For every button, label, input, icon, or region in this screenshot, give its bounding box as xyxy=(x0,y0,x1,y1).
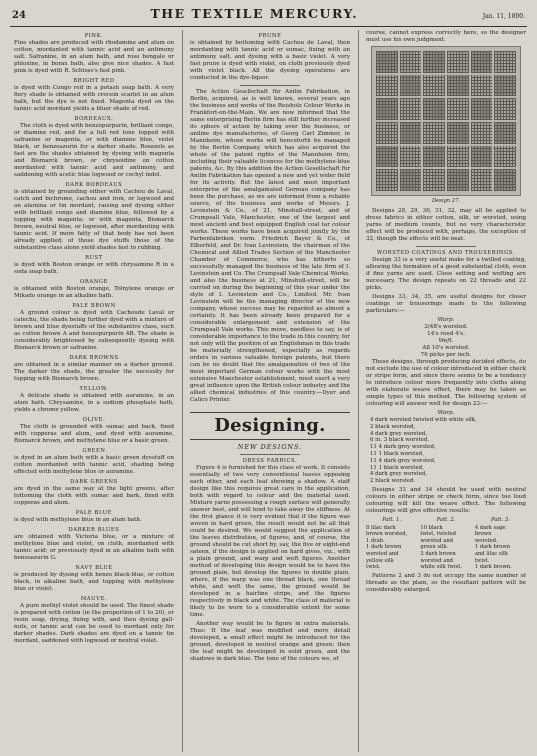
paragraph: is dyed in an alum bath with a basic green dyestuff on cotton mordanted with tannic acid, shading being effected with methylene blue or auramine. xyxy=(14,455,174,475)
paragraph: Designs 28, 29, 30, 31, 32, may all be applied to dress fabrics in either cotton, silk, or worsted, using yarns of medium counts, but no very characteristic effect will be produced with, perhaps, the exception of 32, though the effects will be neat. xyxy=(366,208,526,242)
list-item: 4 dark grey worsted, xyxy=(370,471,428,478)
section-heading: YELLOW. xyxy=(79,386,109,392)
table-cell: twist. xyxy=(366,564,381,571)
table-cell: 3 dark brown xyxy=(420,550,456,557)
pattern-cell xyxy=(447,98,469,120)
section-heading: ORANGE xyxy=(80,279,108,285)
table-cell: 1 dark brown. xyxy=(474,564,512,571)
pattern-cell xyxy=(400,75,422,97)
table-cell: worsted and xyxy=(420,537,453,544)
pattern-cell xyxy=(494,98,516,120)
pattern-cell xyxy=(494,51,516,73)
dye-section xyxy=(14,479,174,507)
issue-date: Jan. 11, 1890. xyxy=(482,13,525,20)
paragraph: is obtained with Boston orange, Tolnylene orange or Mikado orange in an alkaline bath. xyxy=(14,286,174,299)
section-heading: NAVY BLUE xyxy=(75,565,113,571)
paragraph: are obtained in a similar manner on a darker ground. The darker the shade, the greater the necessity for topping with Bismarck brown. xyxy=(14,362,174,382)
page-number: 24 xyxy=(12,10,26,21)
figure-caption: Design 27. xyxy=(431,198,461,204)
paragraph: is obtained by bottoming with Cachou de Laval, then mordanting with tannic acid or sumac, fixing with an antimony salt, and dyeing with a basic violet. A very fast prune is dyed with violet, on cloth previously dyed with violet black. All the dyeing operations are conducted in the dye-liquor. xyxy=(190,40,350,81)
table-cell: 1 dark brown xyxy=(474,544,511,551)
list-item: 11 4 dark grey worsted, xyxy=(370,457,436,464)
section-heading: WORSTED COATINGS AND TROUSERINGS. xyxy=(376,250,516,256)
table-cell: 8 lilac dark xyxy=(366,524,396,531)
paragraph: The cloth is grounded with sumac and back, fixed with copperas and alum, and dyed with auramine, Bismarck brown, and methylene blue or a basic green. xyxy=(14,424,174,444)
paragraph: course, cannot express correctly here, so the designer must use his own judgment. xyxy=(366,30,526,43)
column-divider xyxy=(182,30,183,752)
table-cell: 1 drab. xyxy=(366,537,385,544)
pattern-cell xyxy=(471,51,493,73)
paragraph: is dyed with Congo red in a potash soap bath. A very fiery shade is obtained with crocein scarlet in an alum bath, but the dye is not fixed. Magenta dyed on the tannic acid mordant yields a bluer shade of red. xyxy=(14,85,174,112)
pattern-cell xyxy=(471,122,493,144)
pattern-cell xyxy=(494,75,516,97)
pattern-cell xyxy=(376,98,398,120)
dye-section xyxy=(14,78,174,113)
paragraph: are dyed in the same way at the light greens, after tottoming the cloth with sumac and bark, fixed with copperas and alum. xyxy=(14,486,174,506)
pattern-cell xyxy=(423,75,445,97)
pattern-cell xyxy=(400,51,422,73)
dye-section xyxy=(14,33,174,75)
dye-section xyxy=(14,303,174,352)
list-item: 4 dark grey worsted, xyxy=(370,430,428,437)
dye-section xyxy=(14,596,174,645)
section-heading: DARK BORDEAUX xyxy=(65,182,123,188)
paragraph: is dyed with Boston orange or with chrysamine R in a soda soap bath. xyxy=(14,262,174,275)
pattern-cell xyxy=(423,146,445,168)
table-cell: 4 dark sage xyxy=(474,524,506,531)
paragraph: The cloth is dyed with benzopurpurin, brilliant congo, or diamine red, and for a full red tone topped with safranine or magenta, or with diamine blue, violet black, or benzoazurin for a darker shade. Rosazols as fast are the shades obtained by dyeing with magenta and Bismarck brown, or chrysoidine on cotton mordanted with tannic acid and antimony, and saddening with acetic blue logwood or cochyl indol. xyxy=(14,123,174,178)
section-heading: MAUVE. xyxy=(80,596,108,602)
table-cell: green silk. xyxy=(420,544,449,551)
paragraph: Designs 33 and 34 should be used with neutral colours in either stripe or check form, since too loud colouring will kill the weave effect. The following colourings will give effective results: xyxy=(366,486,526,514)
pattern-cell xyxy=(494,169,516,191)
pattern-cell xyxy=(471,146,493,168)
pattern-cell xyxy=(447,146,469,168)
table-cell: twist. xyxy=(474,557,490,564)
pattern-column xyxy=(366,517,417,571)
table-cell: worsted. xyxy=(474,537,498,544)
paragraph: A pure methyl violet should be used. The finest shade is prepared with cotton (in the proportion of 1 to 20), or resin soap, drying, fixing with, and then dyeing gall-nuts, or tannic acid can be used to mordant only for darker shades. Dark shades are dyed on a tannic tin mordant, saddened with logwood or neutral violet. xyxy=(14,603,174,644)
paragraph: Designs 33, 34, 35, are useful designs for closer coatings or trouserings made to the following particulars:— xyxy=(366,294,526,314)
section-heading: PALE BLUE xyxy=(75,510,113,516)
dye-section xyxy=(14,355,174,383)
news-paragraph: The Action Gesellschaft für Anilin Fabrikation, in Berlin, acquired, as is well known, several years ago the business and works of the Reisholz Colour Works in Frankfort-on-the-Main. We are now informed that the same enterprising Berlin firm has still further increased its sphere of action by taking over the business, or aniline dye manufactories, of Georg Carl Zimmer, in Mannheim, whose works will henceforth be managed by the Berlin Company, which has also acquired the whole of the patent rights of the Mannheim firm, including their valuable licences for the methylene-blue patents, &c. By this addition the Action Gesellschaft für Anilin Fabrikation has opened a new and yet wider field for its activity. But the latest and most important enterprise of the amalgamated German company has been the purchase, as we are informed from a reliable source, of the business and works of Messrs. J. Levinstein & Co., of 21, Minshull-street, and of Crumpsall Vale, Manchester, one of the largest and most ancient and best equipped English coal tar colour works. These works have been acquired jointly by the Farbenfabriken vorm. Friedrich Bayer & Co., of Elberfeld, and Dr. Ivan Levinstein, the chairman of the Chemical and Allied Trades Section of the Manchester Chamber of Commerce, who has hitherto so successfully managed the business of the late firm of I. Levinstein and Co. The Crumpsall Vale Chemical Works, and also the business at 21, Minshull-street, will be carried on during the beginning of this year under the style of I. Levinstein and Co., Limited. Mr. Ivan Levinstein will be the managing director of the new company, whose success may be regarded as almost a certainty. It has been already been prepared for a considerable enlargement and extension of the Crumpsall Vale works. This move, needless to say, is of considerable importance to the trade in this country, for not only will the position of an Englishman in this trade be materially strengthened, especially as regards orders in various valuable foreign patents, but there can be no doubt that the amalgamation of two of the most important German colour works with the most extensive Manchester establishment, must exert a very great influence upon the British colour industry and the allied chemical industries of this country.—Dyer and Calico Printer. xyxy=(190,89,350,403)
table-cell: 10 black xyxy=(420,524,443,531)
section-heading: RUST xyxy=(85,255,103,261)
divider xyxy=(416,246,476,247)
pattern-cell xyxy=(494,122,516,144)
dye-section xyxy=(14,386,174,414)
dye-section xyxy=(14,279,174,300)
pattern-cell xyxy=(423,122,445,144)
paragraph: are obtained with Victoria blue, or a mixture of methylene blue and violet, on cloth, mordanted with tannic acid; or previously dyed in an alkaline bath with benzoazurin G. xyxy=(14,534,174,561)
pattern-cell xyxy=(400,146,422,168)
section-heading: DARKER BLUES xyxy=(68,527,120,533)
section-heading: PALE BROWN xyxy=(72,303,116,309)
pattern-cell xyxy=(471,75,493,97)
dye-section xyxy=(14,565,174,593)
section-heading: PINK. xyxy=(84,33,104,39)
table-cell: yellow silk xyxy=(366,557,394,564)
pattern-cell xyxy=(400,169,422,191)
paragraph: Fine shades are produced with rhodamine and alum on cotton, mordanted with tannic acid and an antimony salt. Safranine, in an alum bath, and rose bengale or phloxine, in borax bath, also give nice shades. A fast pink is dyed with R. Schloss's fast pink. xyxy=(14,40,174,74)
table-cell: worsted and xyxy=(366,550,399,557)
table-cell: 1 dark brown xyxy=(366,544,402,551)
section-heading: DARK BROWNS xyxy=(69,355,119,361)
pattern-cell xyxy=(447,169,469,191)
dye-section xyxy=(14,116,174,179)
table-cell: twist, twisted xyxy=(420,531,456,538)
pattern-cell xyxy=(400,122,422,144)
pattern-cell xyxy=(471,98,493,120)
table-cell: white silk twist. xyxy=(420,564,463,571)
pattern-cell xyxy=(447,75,469,97)
column-1 xyxy=(14,30,174,752)
pattern-cell xyxy=(471,169,493,191)
dye-section xyxy=(14,510,174,524)
section-heading: GREEN xyxy=(82,448,106,454)
pattern-cell xyxy=(494,146,516,168)
paragraph: Design 33 is a very useful make for a twilled coating, allowing the formation of a good substantial cloth, even if fine yarns are used. Close setting and wefting are necessary. The design repeats on 22 threads and 22 picks. xyxy=(366,257,526,291)
table-cell: brown xyxy=(474,531,492,538)
pattern-table xyxy=(366,517,526,571)
yarn-specifications xyxy=(366,317,526,359)
section-title: Designing. xyxy=(190,412,350,440)
paragraph: Patterns 2 and 3 do not occupy the same number of threads as the plain, so the resultant pattern will be considerably enlarged. xyxy=(366,572,526,593)
spec-line: 14's reed 4's. xyxy=(427,331,465,337)
section-heading: OLIVE. xyxy=(82,417,106,423)
pattern-cell xyxy=(376,122,398,144)
spec-line: Weft. xyxy=(438,338,454,344)
table-cell: and lilac silk xyxy=(474,550,508,557)
list-item: 2 black worsted. xyxy=(370,478,416,485)
table-cell: worsted and xyxy=(420,557,453,564)
paragraph: is produced by dyeing with benzo black-blue, or cotton black, in alkaline bath, and topping with methylene blue or violet. xyxy=(14,572,174,592)
section-heading: BORDEAUX. xyxy=(74,116,114,122)
paragraph: is dyed with methylene blue in an alum bath. xyxy=(14,517,142,523)
paragraph: is obtained by grounding either with Cachou de Laval, catch and bichrome, cachou and iron, or logwood and an alumina or tin mordant, raising and dyeing either with brilliant congo and diamine blue, followed by a topping with magenta; or with magenta, Bismarck brown, neutral blue, or logwood, after mordanting with tannic acid. If more fatty of that body has not been already applied; of those dye stuffs those of the substantive class alone yield shades fast to rubbing. xyxy=(14,189,174,251)
pattern-cell xyxy=(376,169,398,191)
pattern-column xyxy=(420,517,471,571)
list-item: 11 1 black worsted, xyxy=(370,450,424,457)
design-figure xyxy=(371,46,521,196)
dye-section xyxy=(14,182,174,252)
paragraph: Another way would be to figure in extra materials. Thus: If the leaf was modified and more detail developed, a small effect might be introduced for the ground, developed in neutral orange and green; then the leaf might be developed in solid green, and the shadows in dark blue. The tone of the colours we, of xyxy=(190,621,350,662)
spec-line: 2/48's worsted. xyxy=(424,324,468,330)
spec-line: Warp. xyxy=(437,317,455,323)
dye-section xyxy=(14,448,174,476)
column-divider xyxy=(358,30,359,752)
dye-section xyxy=(14,417,174,445)
list-item: 2 black worsted, xyxy=(370,423,416,430)
paragraph: These designs, through producing decided effects, do not exclude the use of colour introduced in either check or stripe form, and since there seems to be a tendency to introduce colour more frequently into cloths along with elaborate weave effect, there may be taken as simple types of this method. The following system of colouring will answer well for design 23:— xyxy=(366,359,526,407)
section-heading: DARK GREENS xyxy=(70,479,118,485)
warp-label: Warp. xyxy=(437,410,455,416)
paragraph: A delicate shade is obtained with auramine, in an alum bath. Chrysamine, in a sodium phosphate bath, yields a chrome yellow. xyxy=(14,393,174,413)
masthead-title: THE TEXTILE MERCURY. xyxy=(150,6,359,21)
list-item: 11 4 dark grey worsted, xyxy=(370,444,436,451)
divider xyxy=(240,85,300,86)
weave-pattern-grid xyxy=(376,51,516,191)
pattern-cell xyxy=(400,98,422,120)
pattern-cell xyxy=(376,75,398,97)
pattern-cell xyxy=(423,169,445,191)
subsection-title: NEW DESIGNS. xyxy=(237,443,303,451)
pattern-heading: Patt. 1. xyxy=(382,516,401,523)
pattern-cell xyxy=(447,122,469,144)
page-header xyxy=(10,6,527,27)
column-2 xyxy=(190,30,350,752)
divider xyxy=(240,454,300,455)
dye-section xyxy=(14,255,174,276)
paragraph: A ground colour is dyed with Cachoude Laval or catechu, the shade being further dyed with a mixture of brown and blue dyestuffs of the substantive class, such as cotton brown A and benzopurpurin 4B. The shade is considerably brightened by subsequently dyeing with Bismarck brown or safranine. xyxy=(14,310,174,351)
section-heading: PRUNE xyxy=(258,33,282,39)
list-item: 11 1 black worsted, xyxy=(370,464,424,471)
pattern-cell xyxy=(376,146,398,168)
warp-colouring-list xyxy=(370,417,526,485)
section-heading: BRIGHT RED xyxy=(73,78,115,84)
dye-section xyxy=(14,527,174,562)
columns xyxy=(10,30,527,752)
pattern-cell xyxy=(423,51,445,73)
pattern-cell xyxy=(376,51,398,73)
section-heading: DRESS FABRICS. xyxy=(242,458,298,464)
pattern-cell xyxy=(447,51,469,73)
table-cell: brown worsted, xyxy=(366,531,408,538)
list-item: 4 dark worsted twisted with white silk, xyxy=(370,417,477,423)
spec-line: All 10's worsted. xyxy=(422,345,470,351)
column-3 xyxy=(366,30,526,752)
pattern-heading: Patt. 3. xyxy=(491,516,510,523)
pattern-heading: Patt. 2. xyxy=(436,516,456,523)
paragraph: Figure 4 is furnished for this class of work. It consists essentially of two very conventional leaves opposing each other, and each leaf showing a shadow. A staff design like this requires great care in the application, both with regard to colour and the material used. Mixture yarns possessing a rough surface will generally answer best, and will tend to take away the stiffness. At the first glance it is very evident that if the figure was woven in hard green, the result would not be all that could be desired. We would suggest the application of the leaves distribution, of figures, and, of course, the ground should be cut short by, say, the five or eight-end sateen, if the design is applied on hard gives, viz., with a plain ground, and warp and weft figures. Another method of developing this design would be to have the ground plain, but develop the figures in double plain, where, if the warp was one thread black, one thread white, and weft the same, the ground would be developed in a hairline stripe, and the figures respectively in black and white. The class of material is likely to be worn to a considerable extent for some time. xyxy=(190,465,350,618)
spec-line: 76 picks per inch. xyxy=(420,352,472,358)
list-item: 6 in. 3 black worsted, xyxy=(370,437,430,444)
pattern-cell xyxy=(423,98,445,120)
pattern-column xyxy=(475,517,526,571)
